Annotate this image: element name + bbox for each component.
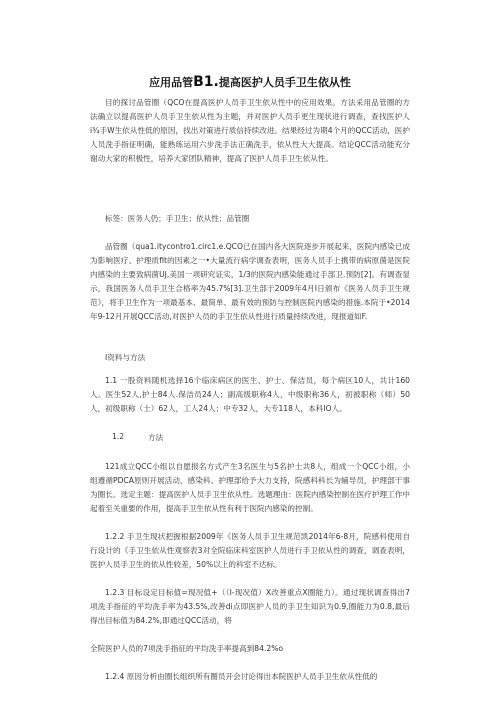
paragraph-1-2-3-target-setting: 1.2.3 目标设定目标值=现况值+（（I-现况值）X改善重点X圈能力）。通过现状调查得出7项洗手指征的平均洗手率为43.5%,改善di点即医护人员的手卫生知识为0.9,圈能力为0.8,最后得出目标值为84.2%,即通过QCC活动，将 xyxy=(90,588,410,625)
paragraph-1-2-3-continued: 全院医护人员的7项洗手指征的平均洗手率提高到84.2%o xyxy=(90,644,284,653)
section-heading-materials-methods: I资料与方法 xyxy=(105,353,146,362)
keywords-line: 标签：医务人仍；手卫生；依从性；品管圈 xyxy=(105,214,250,223)
subheading-label: 方法 xyxy=(148,433,164,442)
paragraph-1-2-4-cause-analysis: 1.2.4 原因分析由圈长组织所有圈员开会讨论得出本院医护人员手卫生依从性低的 xyxy=(105,672,378,681)
title-prefix: 应用品管 xyxy=(149,76,194,89)
intro-paragraph: 品管圈（qua1.itycontro1.circ1.e.QCO已在国内各大医院逐步开展起来，医院内感染已成为影响医疗、护理质fit的因素之一•大量流行病学调查表明，医务人员手上携带的病原菌是医院内感染的主要致病菌UJ,美国一项研究证实，1/3的医院内感染能通过手部卫.预防[2]。有调查显示，我国医务人员手卫生合格率为45.7%[3].卫生部于2009年4月I日颁布《医务人员手卫生规范》，将手卫生作为一项最基本、最简单、最有效的预防与控制医院内感染的措施.本院于•2014年9-12月开展QCC活动,对医护人员的手卫生依从性进行质量持续改进，现报道如F. xyxy=(90,242,411,321)
paragraph-1-2-1-qcc-group: 121成立QCC小组以自愿报名方式产生3名医生与5名护士共8人，组成一个QCC小组，小组遵循PDCA原则开展活动，感染科、护理部给予大力支持，院感科科长为辅导员，护理部干事为圈长。选定主题：提高医护人员手卫生依从性。选题理由：医院内感染控制在医疗护理工作中起着至关重要的作用，提高手卫生依从性有利于医院内感染的控制。 xyxy=(90,462,410,513)
subheading-number: 1.2 xyxy=(112,432,125,441)
title-code: B1. xyxy=(193,74,219,90)
document-title xyxy=(0,74,500,90)
paragraph-1-1-general-data: 1.1 一股资料随机选择16个临床病区的医生、护士、保洁员，每个病区10人，共计160人。医生52人,护士84人.保洁员24人；副高级职称4人，中级职称36人，初被职称（师）50人，初级职称（士）62人，工人24人；中专32人，大专118人，本科IO人。 xyxy=(90,376,410,413)
paragraph-1-2-2-current-status: 1.2.2 手卫生现状把握根据2009年《医务人员手卫生规范凯2014年6-8月，院感科使用自行设计的《手卫生依从性观察表3对全院临床科室医护人员进行手卫依从性的调查，调查表明，医护人员手卫生的依从性较差，50%以上的科室不达标。 xyxy=(90,532,410,569)
abstract-paragraph: 目的探讨品管圈（QCO在提高医护人员手卫生依从性中的应用效果。方法采用品管圈的方法确立以提高医护人员手卫生依从性为主题，并对医护人员手更生现状进行调查，查找医护人i¾手W生依从性低的原因，找出对策进行质信持续改进。结果经过为期4个月的QCC活动，医护人员洗手指征明确，能熟练运用六步洗手法正确洗手，依从性大大提高。结论QCC活动能充分谢动大家的积极性，培养大家团队精神，提高了医护人员手卫生依从性。 xyxy=(90,98,410,163)
title-main: 提高医护人员手卫生依从性 xyxy=(218,76,351,89)
